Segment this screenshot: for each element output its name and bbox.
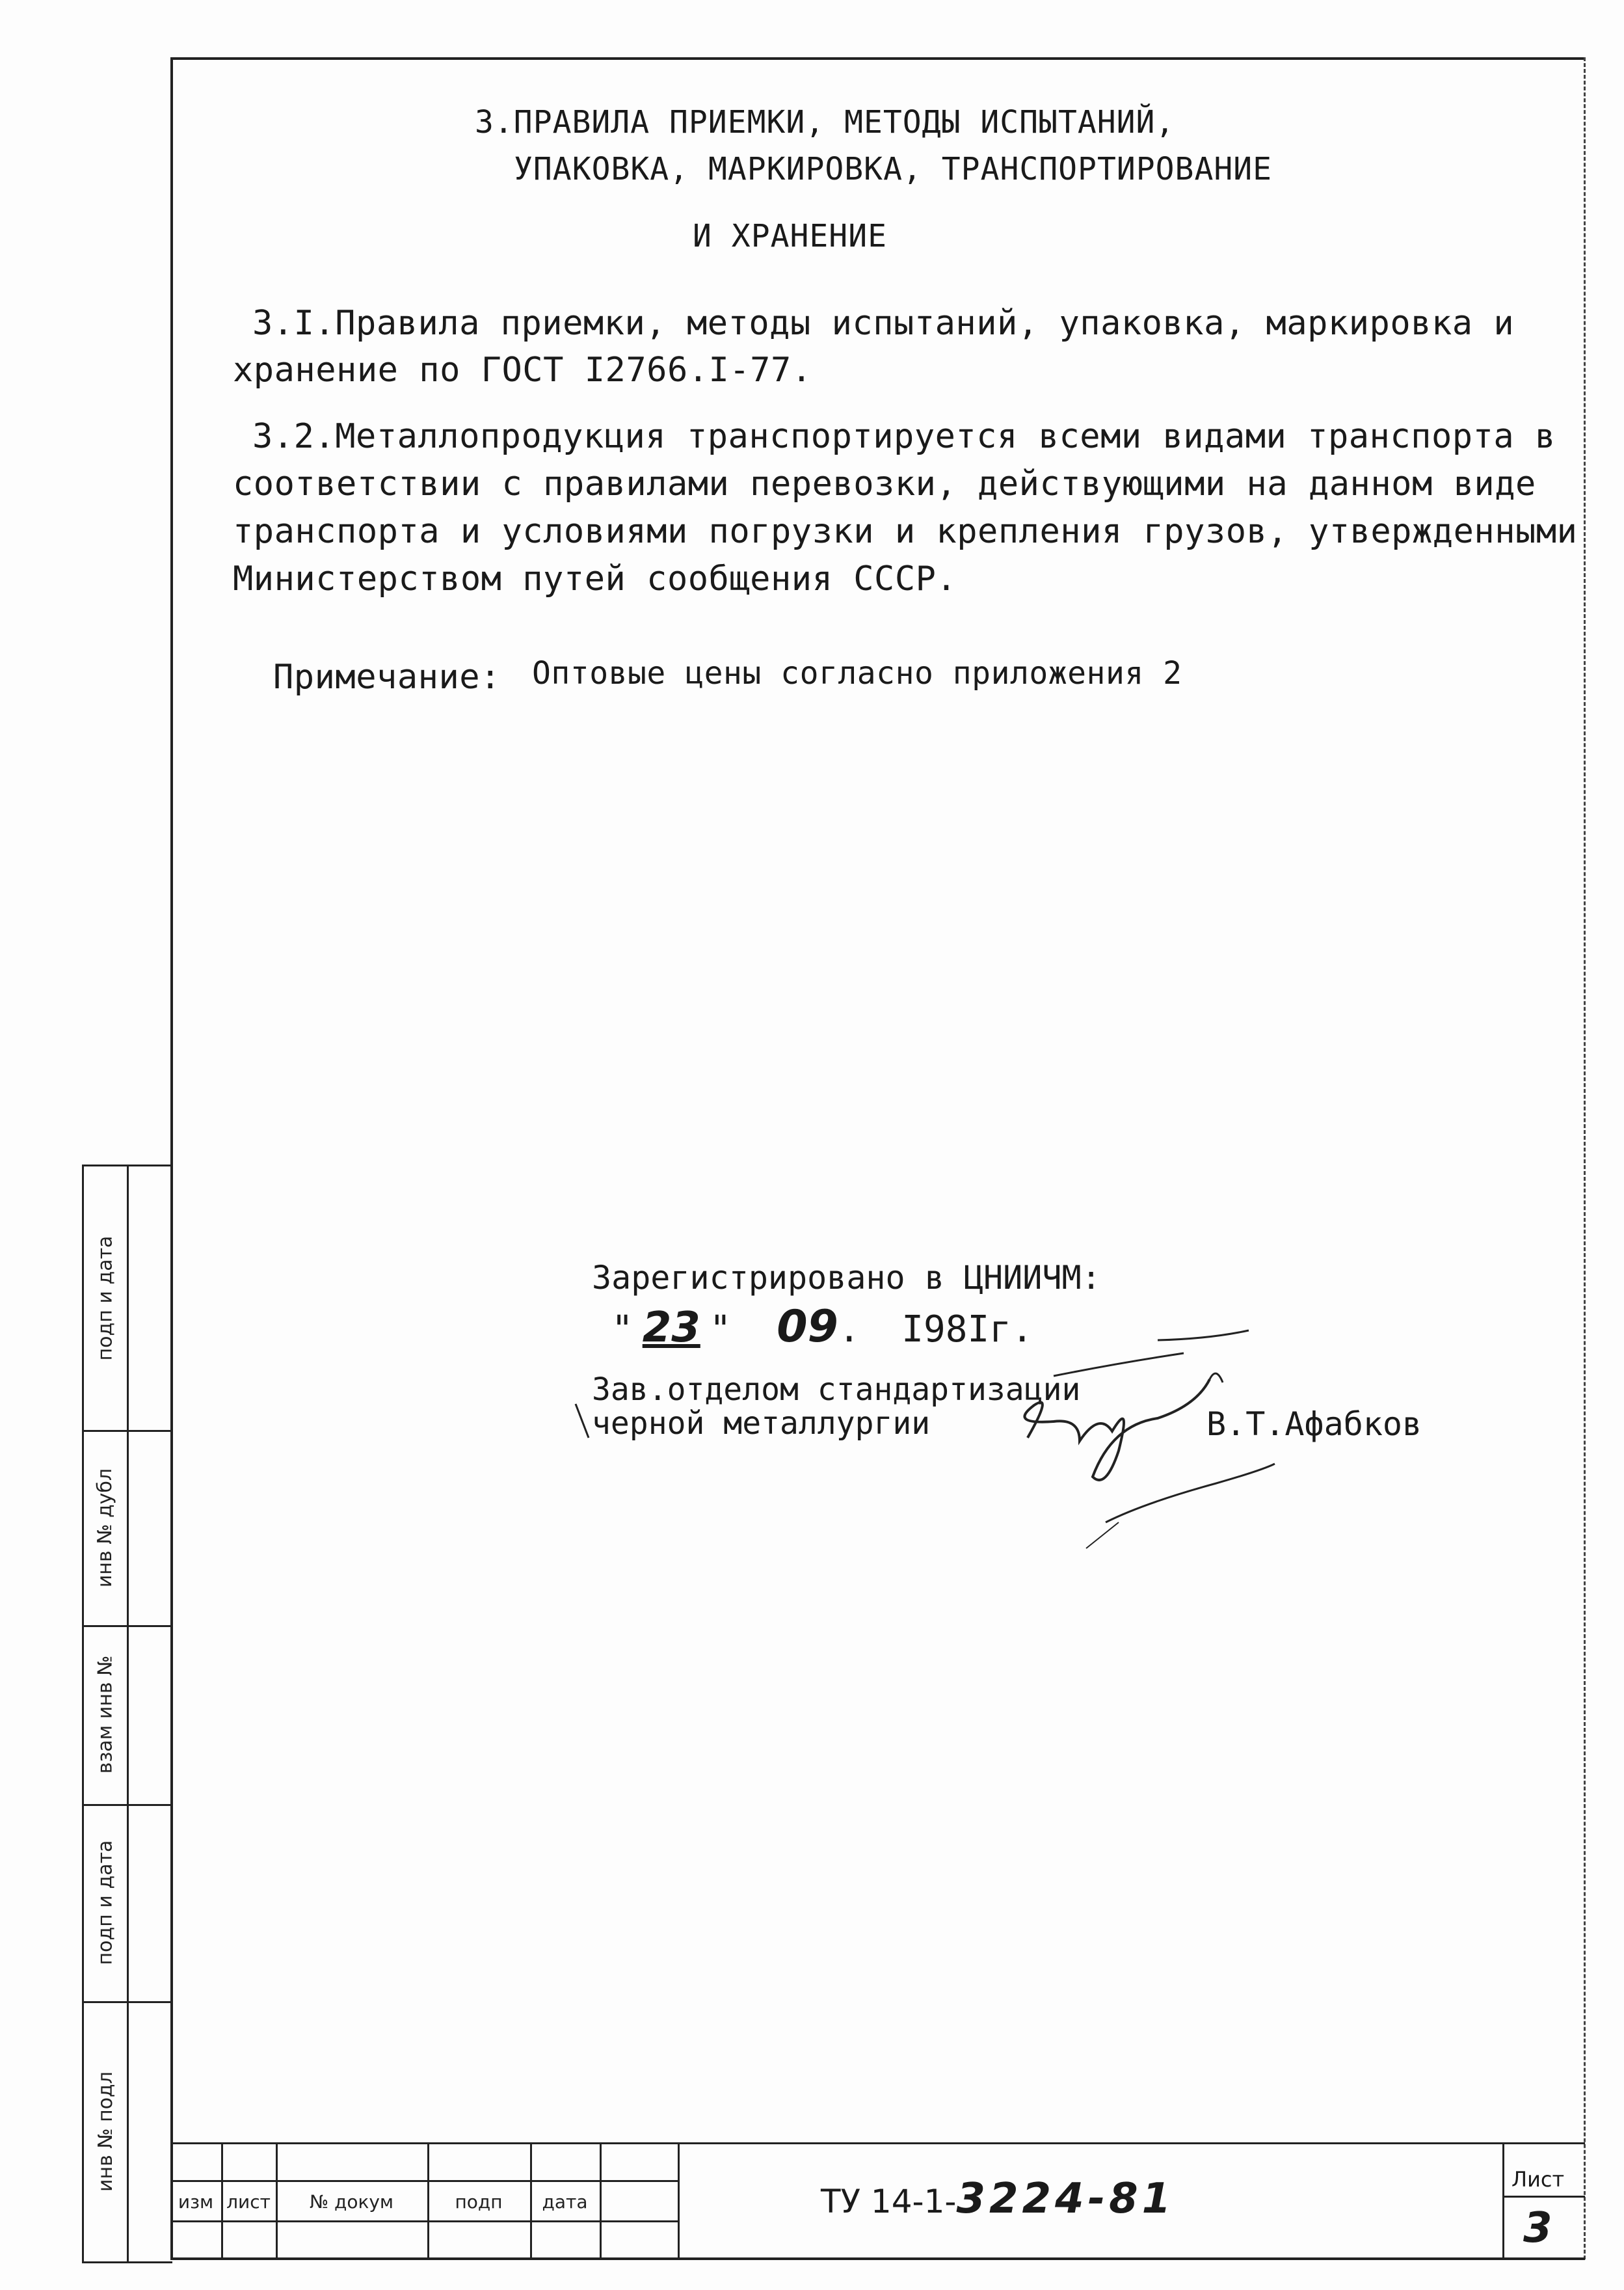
note-label: Примечание: bbox=[273, 658, 501, 697]
registration-date: " 23 " 09. I98Iг. bbox=[611, 1301, 1033, 1353]
heading-line-2: УПАКОВКА, МАРКИРОВКА, ТРАНСПОРТИРОВАНИЕ bbox=[514, 151, 1273, 187]
col-data-label: дата bbox=[542, 2191, 588, 2213]
frame-top-border bbox=[170, 57, 1585, 60]
position-line-1: Зав.отделом стандартизации bbox=[592, 1371, 1081, 1408]
side-label-inv-podl: инв № подл bbox=[94, 2071, 117, 2192]
sheet-label: Лист bbox=[1511, 2167, 1565, 2192]
col-doc-label: № докум bbox=[309, 2191, 394, 2213]
doc-number: 3224-81 bbox=[956, 2175, 1175, 2223]
side-label-inv-dubl: инв № дубл bbox=[94, 1468, 117, 1587]
section-3-1-line-1: 3.I.Правила приемки, методы испытаний, упаковка, маркировка и bbox=[252, 304, 1515, 343]
registration-day: 23 bbox=[642, 1304, 700, 1352]
section-3-2-line-4: Министерством путей сообщения СССР. bbox=[233, 559, 957, 599]
section-3-2-line-2: соответствии с правилами перевозки, действующими на данном виде bbox=[233, 465, 1536, 504]
registration-line: Зарегистрировано в ЦНИИЧМ: bbox=[592, 1259, 1101, 1297]
side-stamp-block bbox=[82, 1165, 172, 2263]
quote-open: " bbox=[611, 1308, 633, 1351]
section-3-1-line-2: хранение по ГОСТ I2766.I-77. bbox=[233, 351, 812, 390]
section-3-2-line-1: 3.2.Металлопродукция транспортируется всеми видами транспорта в bbox=[252, 417, 1556, 456]
note-text: Оптовые цены согласно приложения 2 bbox=[532, 655, 1182, 692]
position-line-2: черной металлургии bbox=[592, 1405, 931, 1442]
section-3-2-line-3: транспорта и условиями погрузки и крепления грузов, утвержденными bbox=[233, 512, 1578, 551]
side-label-vzam-inv: взам инв № bbox=[94, 1655, 117, 1774]
col-list-label: лист bbox=[226, 2191, 271, 2213]
registration-month: 09 bbox=[777, 1301, 838, 1353]
heading-line-3: И ХРАНЕНИЕ bbox=[693, 218, 887, 254]
registration-year: I98Iг. bbox=[901, 1308, 1033, 1351]
sheet-number: 3 bbox=[1523, 2204, 1552, 2252]
col-izm-label: изм bbox=[178, 2191, 214, 2213]
title-block bbox=[170, 2142, 1585, 2259]
side-label-podp-data-1: подп и дата bbox=[94, 1235, 117, 1361]
document-code bbox=[821, 2175, 1175, 2223]
heading-line-1: 3.ПРАВИЛА ПРИЕМКИ, МЕТОДЫ ИСПЫТАНИЙ, bbox=[475, 104, 1175, 141]
doc-prefix: ТУ 14-1- bbox=[821, 2183, 957, 2220]
side-label-podp-data-2: подп и дата bbox=[94, 1840, 117, 1965]
col-podp-label: подп bbox=[455, 2191, 503, 2213]
signatory-name: В.Т.Афабков bbox=[1206, 1405, 1422, 1443]
frame-right-border bbox=[1584, 57, 1586, 2259]
quote-close: " bbox=[709, 1308, 732, 1351]
signature-icon bbox=[559, 1327, 1340, 1574]
